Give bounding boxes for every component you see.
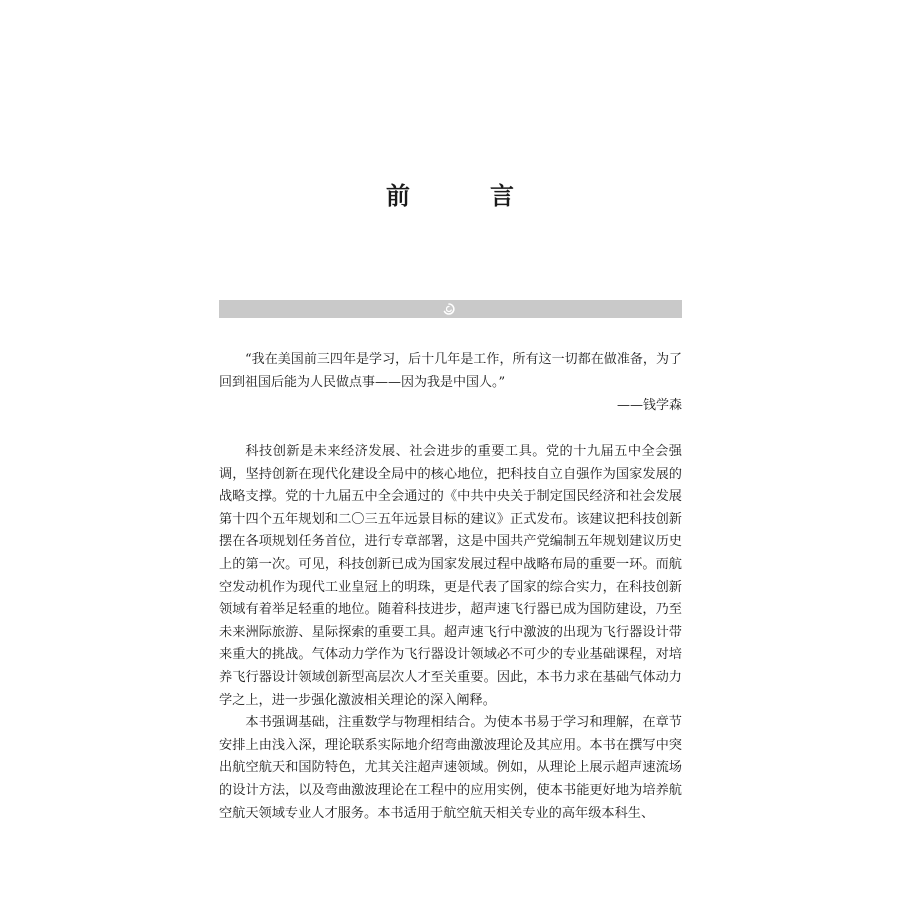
body-paragraph-1: 科技创新是未来经济发展、社会进步的重要工具。党的十九届五中全会强调，坚持创新在现代化建设全局中的核心地位，把科技自立自强作为国家发展的战略支撑。党的十九届五中全会通过的《中共中央关于制定国民经济和社会发展第十四个五年规划和二〇三五年远景目标的建议》正式发布。该建议把科技创新摆在各项规划任务首位，进行专章部署，这是中国共产党编制五年规划建议历史上的第一次。可见，科技创新已成为国家发展过程中战略布局的重要一环。而航空发动机作为现代工业皇冠上的明珠，更是代表了国家的综合实力，在科技创新领域有着举足轻重的地位。随着科技进步，超声速飞行器已成为国防建设，乃至未来洲际旅游、星际探索的重要工具。超声速飞行中激波的出现为飞行器设计带来重大的挑战。气体动力学作为飞行器设计领域必不可少的专业基础课程，对培养飞行器设计领域创新型高层次人才至关重要。因此，本书力求在基础气体动力学之上，进一步强化激波相关理论的深入阐释。 bbox=[219, 444, 682, 708]
epigraph bbox=[219, 348, 682, 417]
epigraph-quote: “我在美国前三四年是学习，后十几年是工作，所有这一切都在做准备，为了回到祖国后能为人民做点事——因为我是中国人。” bbox=[219, 352, 682, 390]
page-title: 前 言 bbox=[386, 181, 542, 210]
preface-body bbox=[219, 441, 682, 825]
body-paragraph-2: 本书强调基础，注重数学与物理相结合。为使本书易于学习和理解，在章节安排上由浅入深，理论联系实际地介绍弯曲激波理论及其应用。本书在撰写中突出航空航天和国防特色，尤其关注超声速领域。例如，从理论上展示超声速流场的设计方法，以及弯曲激波理论在工程中的应用实例，使本书能更好地为培养航空航天领域专业人才服务。本书适用于航空航天相关专业的高年级本科生、 bbox=[219, 715, 682, 821]
epigraph-attribution: ——钱学森 bbox=[616, 398, 682, 413]
section-divider-bar bbox=[219, 300, 682, 318]
swirl-ornament-icon bbox=[442, 302, 456, 316]
